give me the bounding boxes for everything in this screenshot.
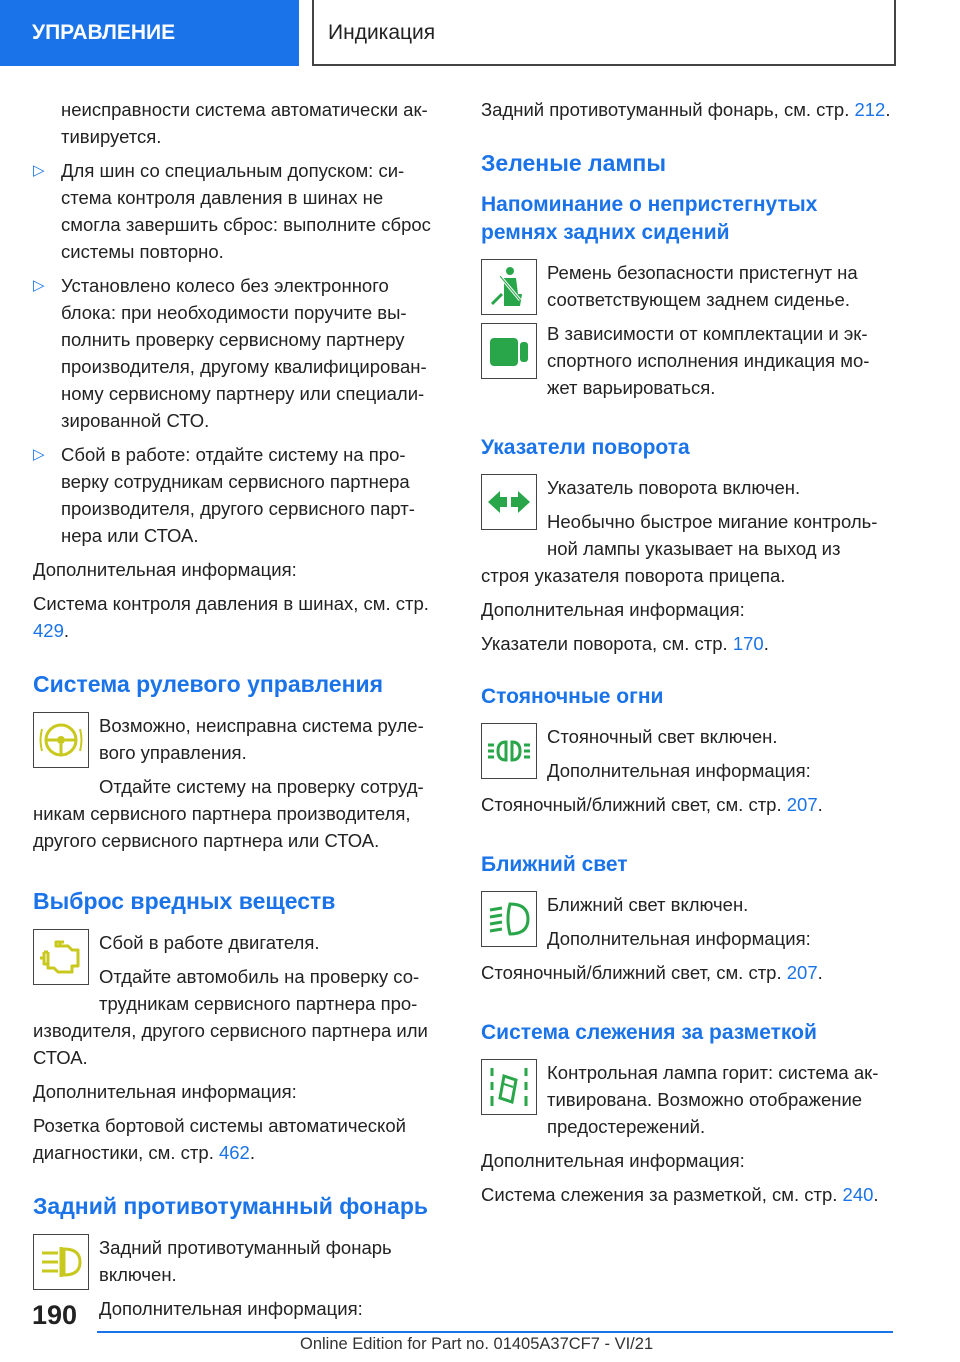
parking-entry bbox=[481, 723, 893, 825]
low-beam-icon bbox=[481, 891, 537, 947]
section-tab: УПРАВЛЕНИЕ bbox=[0, 0, 299, 66]
edition-text: Online Edition for Part no. 01405A37CF7 - VI/21 bbox=[300, 1335, 654, 1353]
continued-text: неисправности система автоматически ак-тивируется. bbox=[61, 99, 428, 147]
turn-text1: Указатель поворота включен. bbox=[547, 477, 801, 498]
more-info-label: Дополнительная информация: bbox=[33, 559, 297, 580]
page-link[interactable]: 240 bbox=[842, 1184, 874, 1205]
page-link[interactable]: 207 bbox=[786, 962, 818, 983]
lane-heading: Система слежения за разметкой bbox=[481, 1021, 817, 1044]
subsection-title: Индикация bbox=[312, 0, 896, 66]
bullet-triangle-icon: ▷ bbox=[33, 446, 45, 463]
steering-text2: Отдайте систему на проверку сотруд-никам сервисного партнера производителя, другого сервисного партнера или СТОА. bbox=[33, 776, 424, 851]
lane-reference: Система слежения за разметкой, см. стр. 240. bbox=[481, 1184, 879, 1205]
check-engine-icon bbox=[33, 929, 89, 985]
turn-signal-icon bbox=[481, 474, 537, 530]
page-link[interactable]: 207 bbox=[786, 794, 818, 815]
rear-fog-heading: Задний противотуманный фонарь bbox=[33, 1193, 429, 1219]
lane-text1: Контрольная лампа горит: система ак-тивирована. Возможно отображение предостережений. bbox=[547, 1062, 879, 1137]
tpms-reference: Система контроля давления в шинах, см. стр. 429. bbox=[33, 593, 429, 641]
lane-entry bbox=[481, 1059, 893, 1147]
belt-text1: Ремень безопасности пристегнут на соответствующем заднем сиденье. bbox=[547, 262, 858, 310]
more-info-label: Дополнительная информация: bbox=[547, 928, 811, 949]
page-footer bbox=[0, 1290, 960, 1362]
page-link[interactable]: 429 bbox=[33, 620, 64, 641]
bullet-triangle-icon: ▷ bbox=[33, 162, 45, 179]
parking-text1: Стояночный свет включен. bbox=[547, 726, 778, 747]
fog-reference: Задний противотуманный фонарь, см. стр. 212. bbox=[481, 99, 891, 120]
bullet-item bbox=[33, 157, 445, 265]
steering-heading: Система рулевого управления bbox=[33, 671, 384, 697]
more-info-label: Дополнительная информация: bbox=[481, 1150, 745, 1171]
more-info-label: Дополнительная информация: bbox=[547, 760, 811, 781]
page-header bbox=[0, 0, 960, 66]
parking-reference: Стояночный/ближний свет, см. стр. 207. bbox=[481, 794, 823, 815]
emissions-text2: Отдайте автомобиль на проверку со-трудникам сервисного партнера про-изводителя, другого сервисного партнера или СТОА. bbox=[33, 966, 428, 1068]
page-link[interactable]: 462 bbox=[218, 1142, 250, 1163]
page-number: 190 bbox=[32, 1300, 78, 1330]
green-lamps-heading: Зеленые лампы bbox=[481, 150, 666, 176]
seatbelt-icon bbox=[481, 259, 537, 315]
steering-text1: Возможно, неисправна система руле-вого управления. bbox=[99, 715, 424, 763]
emissions-text1: Сбой в работе двигателя. bbox=[99, 932, 320, 953]
steering-entry bbox=[33, 712, 445, 861]
lane-departure-icon bbox=[481, 1059, 537, 1115]
turn-reference: Указатели поворота, см. стр. 170. bbox=[481, 633, 769, 654]
emissions-entry bbox=[33, 929, 445, 1078]
emissions-heading: Выброс вредных веществ bbox=[33, 888, 336, 914]
left-column bbox=[33, 96, 445, 1329]
rear-fog-icon bbox=[33, 1234, 89, 1290]
turn-text2: Необычно быстрое мигание контроль-ной лампы указывает на выход из строя указателя поворота прицепа. bbox=[481, 511, 878, 586]
turn-heading: Указатели поворота bbox=[481, 436, 690, 459]
bullet-text: Сбой в работе: отдайте систему на про-верку сотрудникам сервисного партнера производителя, другого сервисного парт-нера или СТОА. bbox=[61, 444, 415, 546]
obd-reference: Розетка бортовой системы автоматической диагностики, см. стр. 462. bbox=[33, 1115, 406, 1163]
belt-entry bbox=[481, 259, 893, 408]
low-beam-entry bbox=[481, 891, 893, 993]
page-link[interactable]: 170 bbox=[732, 633, 764, 654]
bullet-text: Для шин со специальным допуском: си-стема контроля давления в шинах не смогла завершить сброс: выполните сброс системы повторно. bbox=[61, 160, 431, 262]
low-beam-reference: Стояночный/ближний свет, см. стр. 207. bbox=[481, 962, 823, 983]
footer-rule bbox=[97, 1331, 893, 1333]
rear-seat-icon bbox=[481, 323, 537, 379]
bullet-text: Установлено колесо без электронного блока: при необходимости поручите вы-полнить проверку сервисному партнеру производителя, другому квалифицирован-ному сервисному партнеру или специали-зированной СТО. bbox=[61, 275, 427, 431]
steering-warning-icon bbox=[33, 712, 89, 768]
rear-fog-text1: Задний противотуманный фонарь включен. bbox=[99, 1237, 392, 1285]
turn-entry bbox=[481, 474, 893, 596]
belt-heading: Напоминание о непристегнутых ремнях задних сидений bbox=[481, 193, 818, 244]
more-info-label: Дополнительная информация: bbox=[99, 1298, 363, 1319]
parking-lights-icon bbox=[481, 723, 537, 779]
belt-text2: В зависимости от комплектации и эк-спортного исполнения индикация мо-жет варьироваться. bbox=[547, 323, 870, 398]
bullet-triangle-icon: ▷ bbox=[33, 277, 45, 294]
bullet-item bbox=[33, 441, 445, 549]
bullet-item bbox=[33, 272, 445, 434]
more-info-label: Дополнительная информация: bbox=[481, 599, 745, 620]
parking-heading: Стояночные огни bbox=[481, 685, 664, 708]
low-beam-heading: Ближний свет bbox=[481, 853, 628, 876]
right-column bbox=[481, 96, 893, 1215]
more-info-label: Дополнительная информация: bbox=[33, 1081, 297, 1102]
page-link[interactable]: 212 bbox=[854, 99, 886, 120]
low-beam-text1: Ближний свет включен. bbox=[547, 894, 749, 915]
